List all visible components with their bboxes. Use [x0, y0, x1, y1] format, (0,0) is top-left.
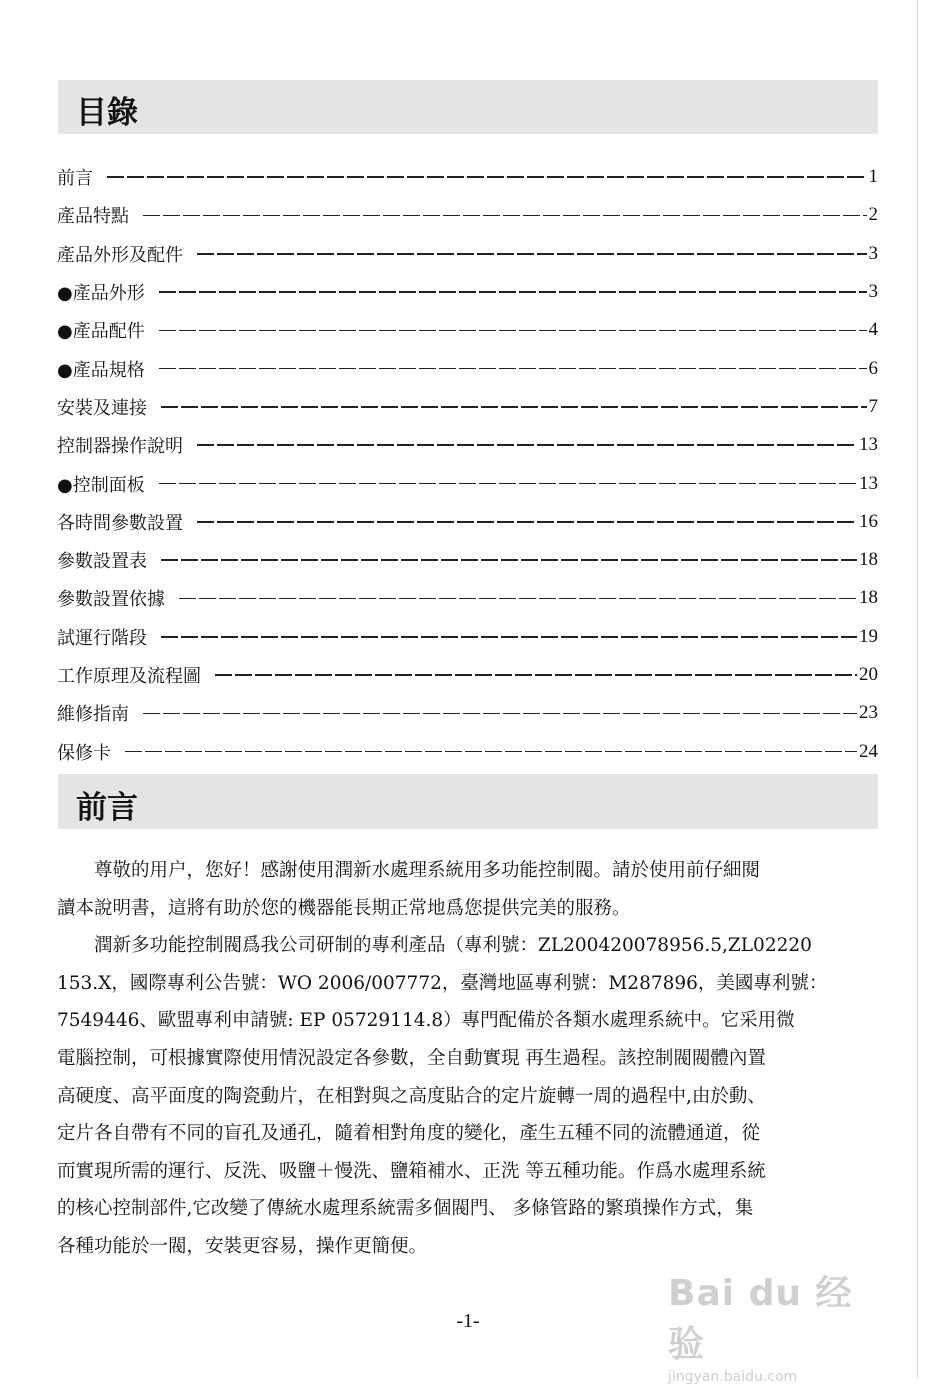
preface-header — [58, 774, 878, 829]
toc-entry[interactable] — [57, 732, 878, 770]
toc-entry-label: 產品特點 — [57, 206, 129, 228]
toc-leader-line — [215, 674, 857, 676]
toc-entry-label: 控制器操作說明 — [57, 436, 183, 458]
paragraph-line: 的核心控制部件,它改變了傳統水處理系統需多個閥門、 多條管路的繁瑣操作方式，集 — [57, 1198, 754, 1220]
toc-entry[interactable] — [57, 349, 878, 387]
toc-entry-page: 24 — [859, 740, 878, 762]
toc-entry-label: 維修指南 — [57, 704, 129, 726]
toc-entry-page: 19 — [859, 625, 878, 647]
toc-leader-line — [159, 291, 867, 293]
paragraph-line: 讀本說明書，這將有助於您的機器能長期正常地爲您提供完美的服務。 — [57, 897, 631, 919]
paragraph-line: 高硬度、高平面度的陶瓷動片，在相對與之高度貼合的定片旋轉一周的過程中,由於動、 — [57, 1085, 766, 1107]
toc-entry-page: 6 — [868, 357, 878, 379]
paragraph-line: 各種功能於一閥，安裝更容易，操作更簡便。 — [57, 1235, 428, 1257]
paragraph-line: 潤新多功能控制閥爲我公司研制的專利產品（專利號：ZL200420078956.5,ZL02220 — [94, 935, 812, 957]
page-edge-line — [917, 0, 918, 1378]
toc-entry[interactable] — [57, 273, 878, 311]
paragraph-line: 定片各自帶有不同的盲孔及通孔，隨着相對角度的變化，產生五種不同的流體通道，從 — [57, 1123, 761, 1145]
toc-title: 目錄 — [76, 95, 138, 131]
toc-leader-line — [161, 406, 867, 408]
toc-entry-label: 參數設置表 — [57, 551, 147, 573]
toc-entry[interactable] — [57, 503, 878, 541]
toc-entry-label: 參數設置依據 — [57, 589, 165, 611]
toc-leader-line — [161, 636, 857, 638]
toc-entry[interactable] — [57, 464, 878, 502]
toc-leader-line — [159, 483, 857, 485]
page-number: -1- — [456, 1310, 480, 1332]
toc-entry[interactable] — [57, 388, 878, 426]
toc-leader-line — [107, 176, 867, 178]
toc-entry-page: 4 — [868, 319, 878, 341]
paragraph-line: 7549446、歐盟專利申請號: EP 05729114.8）專門配備於各類水處理系統中。它采用微 — [57, 1010, 795, 1032]
toc-entry[interactable] — [57, 618, 878, 656]
toc-entry[interactable] — [57, 579, 878, 617]
toc-entry-page: 3 — [868, 281, 878, 303]
table-of-contents — [57, 158, 878, 771]
toc-entry-page: 13 — [859, 472, 878, 494]
toc-entry-page: 7 — [868, 395, 878, 417]
watermark-brand: Bai du 经验 — [668, 1273, 853, 1365]
toc-entry[interactable] — [57, 196, 878, 234]
watermark-url: jingyan.baidu.com — [668, 1369, 798, 1385]
toc-leader-line — [143, 713, 857, 715]
toc-leader-line — [159, 330, 867, 332]
toc-leader-line — [197, 521, 857, 523]
toc-entry-page: 20 — [859, 664, 878, 685]
toc-entry-page: 16 — [859, 510, 878, 532]
toc-header — [58, 80, 878, 134]
toc-entry[interactable] — [57, 426, 878, 464]
paragraph-line: 而實現所需的運行、反洗、吸鹽＋慢洗、鹽箱補水、正洗 等五種功能。作爲水處理系統 — [57, 1160, 766, 1182]
toc-entry-label: 試運行階段 — [57, 627, 147, 649]
toc-leader-line — [179, 598, 857, 600]
toc-leader-line — [159, 368, 867, 370]
paragraph-line: 153.X，國際專利公告號：WO 2006/007772，臺灣地區專利號：M287896，美國專利號： — [57, 972, 828, 994]
toc-entry[interactable] — [57, 235, 878, 273]
toc-leader-line — [197, 253, 867, 255]
paragraph-line: 電腦控制，可根據實際使用情況設定各參數，全自動實現 再生過程。該控制閥閥體內置 — [57, 1047, 766, 1069]
toc-entry[interactable] — [57, 656, 878, 694]
toc-leader-line — [161, 559, 857, 561]
toc-entry[interactable] — [57, 311, 878, 349]
toc-entry-label: 保修卡 — [57, 742, 111, 764]
toc-entry[interactable] — [57, 541, 878, 579]
preface-title: 前言 — [76, 790, 138, 826]
toc-entry-label: 前言 — [57, 168, 93, 190]
toc-leader-line — [197, 444, 857, 446]
toc-entry-page: 13 — [859, 434, 878, 456]
toc-entry-page: 18 — [859, 587, 878, 609]
toc-entry-page: 1 — [868, 166, 878, 188]
toc-entry-page: 23 — [859, 702, 878, 724]
toc-leader-line — [143, 215, 867, 217]
toc-entry-label: ●產品配件 — [57, 321, 145, 343]
toc-entry-label: ●控制面板 — [57, 474, 145, 496]
toc-entry-page: 18 — [859, 549, 878, 571]
baidu-watermark — [668, 1265, 868, 1385]
toc-entry-label: ●產品外形 — [57, 283, 145, 305]
toc-entry-page: 2 — [868, 204, 878, 226]
paragraph-line: 尊敬的用户，您好！感謝使用潤新水處理系統用多功能控制閥。請於使用前仔細閱 — [94, 860, 761, 881]
toc-entry-label: 產品外形及配件 — [57, 244, 183, 266]
toc-entry-label: 安裝及連接 — [57, 397, 147, 419]
toc-entry-label: ●產品規格 — [57, 359, 145, 381]
toc-entry-page: 3 — [868, 242, 878, 264]
toc-entry-label: 各時間參數設置 — [57, 512, 183, 534]
toc-entry[interactable] — [57, 158, 878, 196]
preface-body — [57, 852, 881, 1266]
toc-leader-line — [125, 751, 857, 753]
toc-entry[interactable] — [57, 694, 878, 732]
toc-entry-label: 工作原理及流程圖 — [57, 666, 201, 687]
